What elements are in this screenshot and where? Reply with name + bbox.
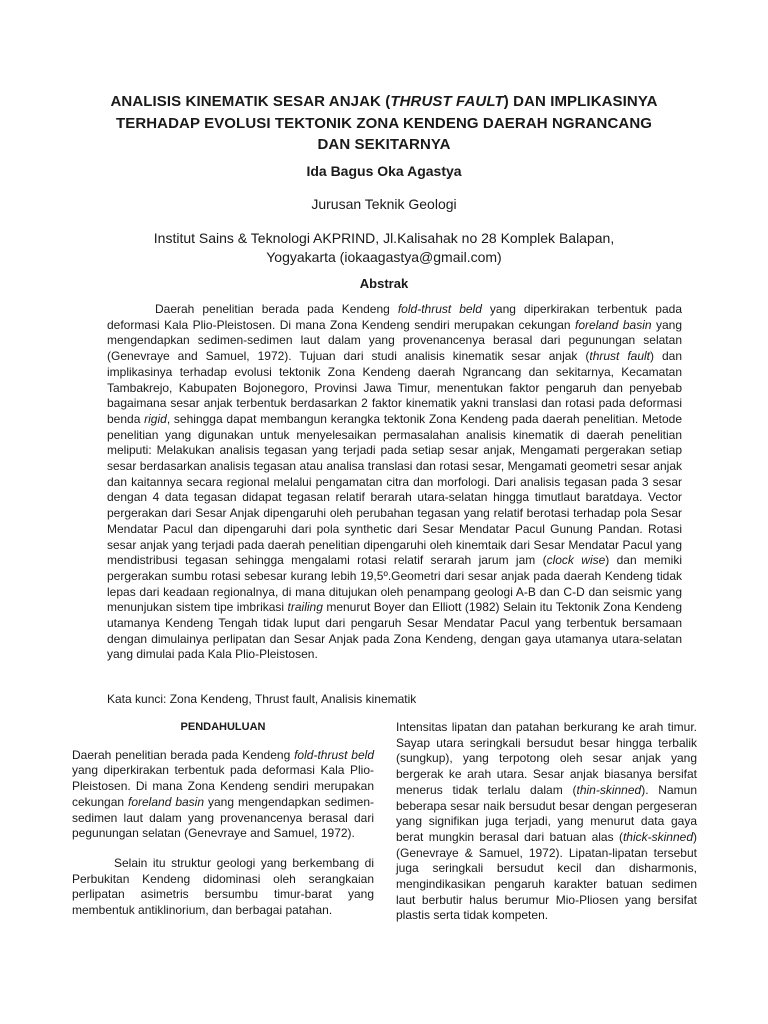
abstract-italic-term: foreland basin <box>575 317 652 332</box>
section-heading-pendahuluan: PENDAHULUAN <box>180 721 266 733</box>
title-text-1: ANALISIS KINEMATIK SESAR ANJAK ( <box>110 93 391 110</box>
italic-term: foreland basin <box>128 794 205 809</box>
italic-term: fold-thrust beld <box>294 747 374 762</box>
paragraph-text: yang diperkirakan terbentuk pada deformasi Kala Plio-Pleistosen. Di mana Zona Kendeng sendiri merupakan cekungan <box>72 763 374 809</box>
title-text-2: ) DAN IMPLIKASINYA TERHADAP EVOLUSI TEKTONIK ZONA KENDENG DAERAH NGRANCANG DAN SEKITARNYA <box>115 93 658 153</box>
department: Jurusan Teknik Geologi <box>311 196 457 212</box>
abstract-italic-term: thrust fault <box>589 349 651 364</box>
affiliation <box>120 229 648 266</box>
paragraph-text: ). Namun beberapa sesar naik bersudut besar dengan pergeseran yang signifikan juga terjadi, yang menurut data gaya berat mungkin berasal dari batuan alas ( <box>396 782 697 844</box>
left-column <box>72 720 374 919</box>
intro-paragraph-1 <box>72 748 374 842</box>
abstract-text: yang mengendapkan sedimen-sedimen laut dalam yang provenancenya berasal dari pegunungan selatan (Genevraye and Samuel, 1972). Tujuan dari studi analisis kinematik sesar anjak ( <box>107 317 682 364</box>
paragraph-text: ) (Genevraye & Samuel, 1972). Lipatan-lipatan tersebut juga seringkali bersudut kecil dan disharmonis, mengindikasikan pengaruh karakter batuan sedimen laut berbutir halus berumur Mio-Pliosen yang bersifat plastis serta tidak kompeten. <box>396 829 697 923</box>
abstract-body <box>107 302 682 663</box>
author-name: Ida Bagus Oka Agastya <box>306 163 462 179</box>
italic-term: thick-skinned <box>622 829 693 844</box>
abstract-italic-term: clock wise <box>546 553 606 568</box>
paragraph-text: Intensitas lipatan dan patahan berkurang ke arah timur. Sayap utara seringkali bersudut besar hingga terbalik (sungkup), yang terpotong oleh sesar anjak yang bergerak ke arah utara. Sesar anjak biasanya bersifat menerus tidak terlalu dalam ( <box>396 720 697 797</box>
affiliation-line-2: Yogyakarta (iokaagastya@gmail.com) <box>266 248 502 265</box>
abstract-text: yang diperkirakan terbentuk pada deformasi Kala Plio-Pleistosen. Di mana Zona Kendeng sendiri merupakan cekungan <box>107 302 682 332</box>
keywords: Kata kunci: Zona Kendeng, Thrust fault, Analisis kinematik <box>107 692 417 706</box>
abstract-text: menurut Boyer dan Elliott (1982) Selain itu Tektonik Zona Kendeng utamanya Kendeng Tengah tidak luput dari pengaruh Sesar Mendatar Pacul yang terbentuk bersamaan dengan dimulainya perlipatan dan Sesar Anjak pada Zona Kendeng, dengan gaya utamanya utara-selatan yang dimulai pada Kala Plio-Pleistosen. <box>107 600 683 662</box>
paragraph-text: yang mengendapkan sedimen-sedimen laut dalam yang provenancenya berasal dari pegunungan selatan (Genevraye and Samuel, 1972). <box>72 794 374 841</box>
paragraph-text: Daerah penelitian berada pada Kendeng <box>72 747 295 762</box>
italic-term: thin-skinned <box>576 782 642 797</box>
right-column <box>396 720 697 924</box>
abstract-text: ) dan implikasinya terhadap evolusi tektonik Zona Kendeng daerah Ngrancang dan sekitarnya, Kecamatan Tambakrejo, Kabupaten Bojonegoro, Provinsi Jawa Timur, menentukan faktor pengaruh dan penyebab bagaimana sesar anjak terbentuk berdasarkan 2 faktor kinematik yakni translasi dan rotasi pada deformasi benda <box>107 349 683 426</box>
abstract-italic-term: trailing <box>287 600 323 615</box>
intro-paragraph-2: Selain itu struktur geologi yang berkembang di Perbukitan Kendeng didominasi oleh serangkaian perlipatan asimetris bersumbu timur-barat yang membentuk antiklinorium, dan berbagai patahan. <box>72 855 374 918</box>
intro-paragraph-3 <box>396 720 697 924</box>
abstract-text: , sehingga dapat membangun kerangka tektonik Zona Kendeng pada daerah penelitian. Metode penelitian yang digunakan untuk menyelesaikan permasalahan analisis kinematik di daerah penelitian meliputi: Melakukan analisis tegasan yang terjadi pada setiap sesar anjak, Mengamati pergerakan setiap sesar berdasarkan analisis tegasan atau analisa translasi dan rotasi sesar, Mengamati geometri sesar anjak dan kaitannya secara regional melalui pengamatan citra dan morfologi. Dari analisis tegasan pada 3 sesar dengan 4 data tegasan didapat tegasan relatif berarah utara-selatan hingga timutlaut baratdaya. Vector pergerakan dari Sesar Anjak dipengaruhi oleh perubahan tegasan yang relatif berotasi terhadap pola Sesar Mendatar Pacul dan dipengaruhi dari pola synthetic dari Sesar Mendatar Pacul Gunung Pandan. Rotasi sesar anjak yang terjadi pada daerah penelitian dipengaruhi oleh kinemtaik dari Sesar Mendatar Pacul yang mendistribusi tegasan sehingga mengalami rotasi relatif serarah jarum jam ( <box>107 411 682 568</box>
title-italic-term: THRUST FAULT <box>390 93 504 110</box>
abstract-italic-term: fold-thrust beld <box>397 302 482 316</box>
abstract-text: Daerah penelitian berada pada Kendeng <box>155 302 398 316</box>
paper-title <box>100 91 668 156</box>
abstract-italic-term: rigid <box>144 411 167 426</box>
affiliation-line-1: Institut Sains & Teknologi AKPRIND, Jl.Kalisahak no 28 Komplek Balapan, <box>153 230 615 246</box>
abstract-heading: Abstrak <box>359 276 409 291</box>
abstract-text: ) dan memiki pergerakan sumbu rotasi sebesar kurang lebih 19,5º.Geometri dari sesar anjak pada daerah Kendeng tidak lepas dari keadaan regionalnya, di mana ditujukan oleh penampang geologi A-B dan C-D dan seismic yang menunjukan sistem tipe imbrikasi <box>107 553 682 615</box>
